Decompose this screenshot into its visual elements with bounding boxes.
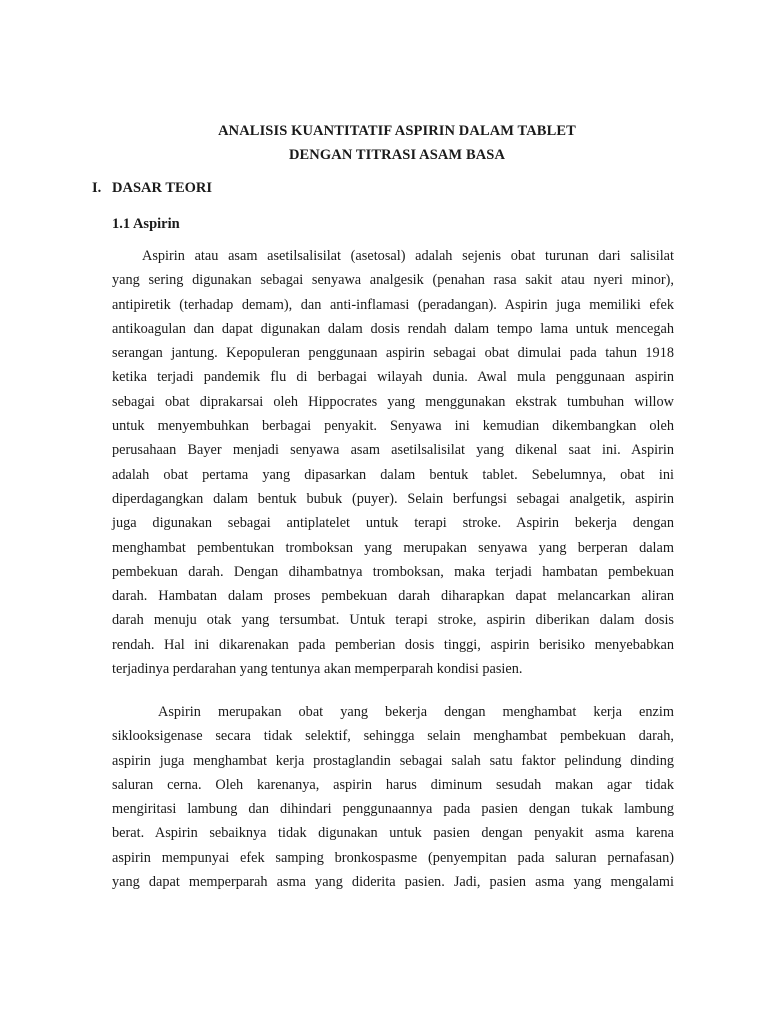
paragraph-line: ketika terjadi pandemik flu di berbagai wilayah dunia. Awal mula penggunaan aspirin xyxy=(112,369,674,386)
document-title-line-1: ANALISIS KUANTITATIF ASPIRIN DALAM TABLET xyxy=(218,123,576,139)
subsection-heading: 1.1 Aspirin xyxy=(112,216,180,232)
paragraph-line: sebagai obat diprakarsai oleh Hippocrates yang menggunakan ekstrak tumbuhan willow xyxy=(112,393,674,410)
paragraph-line: terjadinya perdarahan yang tentunya akan memperparah kondisi pasien. xyxy=(112,661,523,678)
paragraph-line: yang sering digunakan sebagai senyawa analgesik (penahan rasa sakit atau nyeri minor), xyxy=(112,272,674,289)
paragraph-2 xyxy=(112,700,674,894)
section-title: DASAR TEORI xyxy=(112,180,213,196)
paragraph-line: serangan jantung. Kepopuleran penggunaan aspirin sebagai obat dimulai pada tahun 1918 xyxy=(112,345,674,362)
section-heading xyxy=(92,176,212,201)
paragraph-line: adalah obat pertama yang dipasarkan dalam bentuk tablet. Sebelumnya, obat ini xyxy=(112,466,674,483)
paragraph-line: Aspirin atau asam asetilsalisilat (asetosal) adalah sejenis obat turunan dari salisilat xyxy=(142,248,674,264)
paragraph-line: juga digunakan sebagai antiplatelet untuk terapi stroke. Aspirin bekerja dengan xyxy=(112,515,674,532)
paragraph-line: yang dapat memperparah asma yang diderita pasien. Jadi, pasien asma yang mengalami xyxy=(112,874,674,891)
paragraph-line: antipiretik (terhadap demam), dan anti-inflamasi (peradangan). Aspirin juga memiliki efek xyxy=(112,296,674,313)
paragraph-line: pembekuan darah. Dengan dihambatnya tromboksan, maka terjadi hambatan pembekuan xyxy=(112,563,674,580)
paragraph-line: mengiritasi lambung dan dihindari penggunaannya pada pasien dengan tukak lambung xyxy=(112,801,674,818)
paragraph-line: darah. Hambatan dalam proses pembekuan darah diharapkan dapat melancarkan aliran xyxy=(112,588,674,605)
paragraph-1 xyxy=(112,244,674,681)
paragraph-line: darah menuju otak yang tersumbat. Untuk terapi stroke, aspirin diberikan dalam dosis xyxy=(112,612,674,629)
paragraph-line: rendah. Hal ini dikarenakan pada pemberian dosis tinggi, aspirin berisiko menyebabkan xyxy=(112,636,674,653)
section-number: I. xyxy=(92,180,102,196)
paragraph-line: perusahaan Bayer menjadi senyawa asam asetilsalisilat yang dikenal saat ini. Aspirin xyxy=(112,442,674,459)
paragraph-line: siklooksigenase secara tidak selektif, sehingga selain menghambat pembekuan darah, xyxy=(112,728,674,745)
paragraph-line: diperdagangkan dalam bentuk bubuk (puyer). Selain berfungsi sebagai analgetik, aspirin xyxy=(112,490,674,507)
paragraph-line: menghambat pembentukan tromboksan yang merupakan senyawa yang berperan dalam xyxy=(112,539,674,556)
paragraph-line: antikoagulan dan dapat digunakan dalam dosis rendah dalam tempo lama untuk mencegah xyxy=(112,320,674,337)
paragraph-line: berat. Aspirin sebaiknya tidak digunakan untuk pasien dengan penyakit asma karena xyxy=(112,825,674,842)
paragraph-line: Aspirin merupakan obat yang bekerja dengan menghambat kerja enzim xyxy=(158,704,674,720)
paragraph-line: aspirin mempunyai efek samping bronkospasme (penyempitan pada saluran pernafasan) xyxy=(112,849,674,866)
paragraph-line: aspirin juga menghambat kerja prostaglandin sebagai salah satu faktor pelindung dinding xyxy=(112,752,674,769)
paragraph-line: untuk menyembuhkan berbagai penyakit. Senyawa ini kemudian dikembangkan oleh xyxy=(112,418,674,435)
document-title-line-2: DENGAN TITRASI ASAM BASA xyxy=(288,147,506,163)
paragraph-line: saluran cerna. Oleh karenanya, aspirin harus diminum sesudah makan agar tidak xyxy=(112,776,674,793)
